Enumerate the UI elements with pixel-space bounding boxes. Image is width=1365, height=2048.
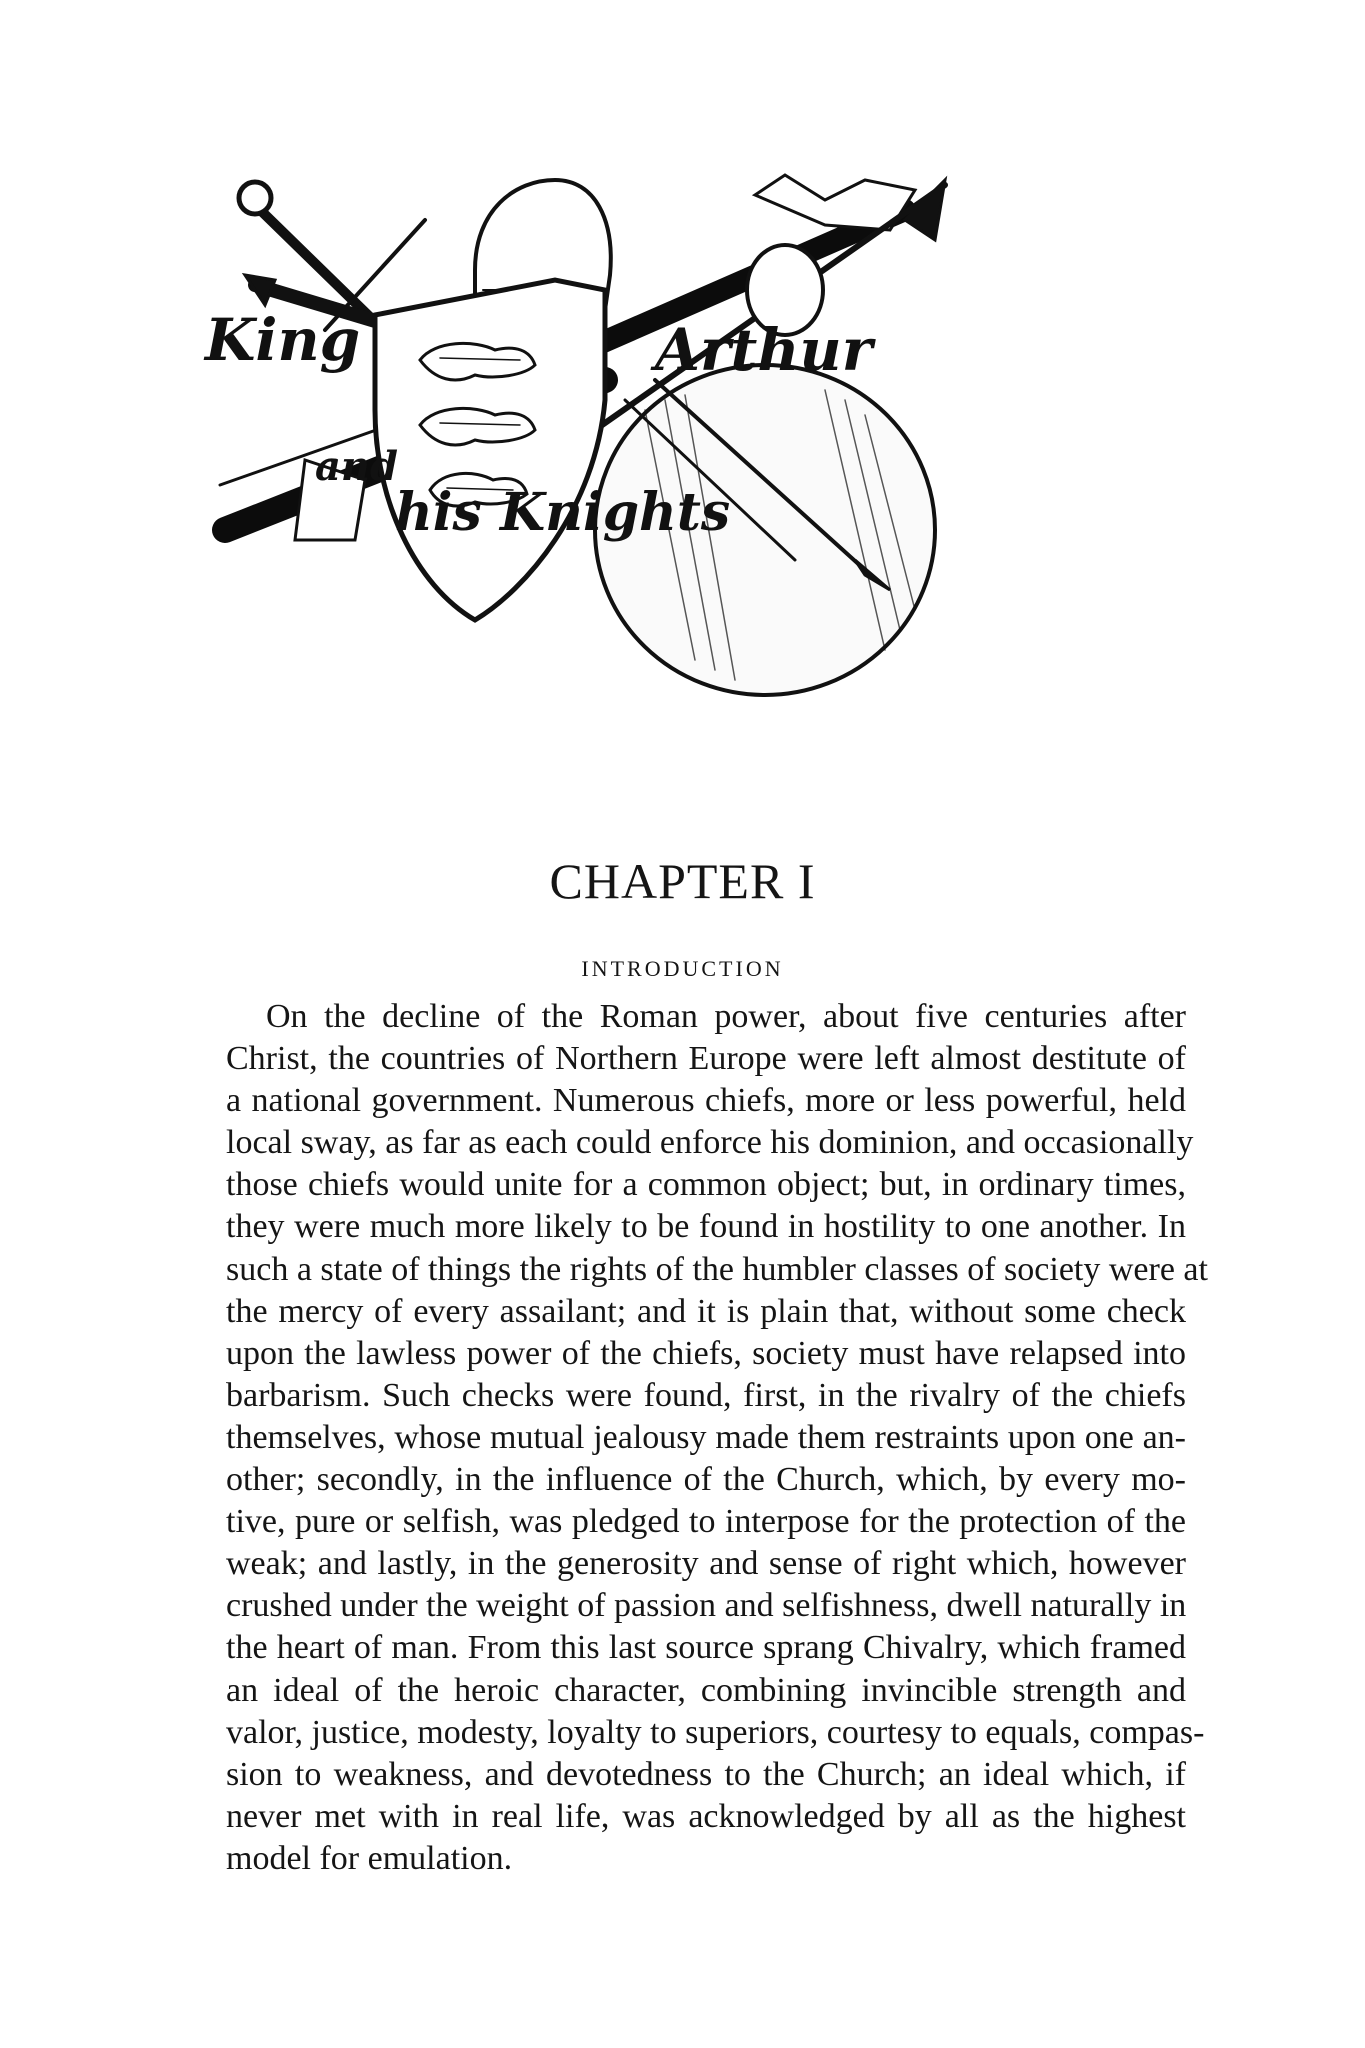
- body-line: barbarism. Such checks were found, first, in the rivalry of the chiefs: [226, 1376, 1186, 1414]
- body-line: themselves, whose mutual jealousy made them restraints upon one an-: [226, 1418, 1186, 1456]
- title-illustration: [205, 180, 1145, 755]
- body-line: crushed under the weight of passion and selfishness, dwell naturally in: [226, 1587, 1187, 1625]
- body-line: those chiefs would unite for a common object; but, in ordinary times,: [226, 1166, 1186, 1204]
- body-line: the heart of man. From this last source sprang Chivalry, which framed: [226, 1629, 1186, 1667]
- body-line: a national government. Numerous chiefs, more or less powerful, held: [226, 1082, 1186, 1120]
- lettering-king: King: [205, 306, 361, 374]
- body-line: sion to weakness, and devotedness to the Church; an ideal which, if: [226, 1755, 1186, 1793]
- chapter-body: [226, 996, 1208, 1880]
- body-line: they were much more likely to be found in hostility to one another. In: [226, 1208, 1186, 1246]
- body-line: valor, justice, modesty, loyalty to superiors, courtesy to equals, compas-: [226, 1713, 1205, 1751]
- body-line: other; secondly, in the influence of the Church, which, by every mo-: [226, 1461, 1186, 1499]
- arms-and-shield-drawing: [205, 180, 1145, 755]
- chapter-subtitle: introduction: [581, 948, 784, 983]
- lettering-his-knights: his Knights: [395, 482, 731, 543]
- chapter-title: CHAPTER I: [549, 853, 816, 909]
- body-line: an ideal of the heroic character, combining invincible strength and: [226, 1671, 1186, 1709]
- body-line: never met with in real life, was acknowledged by all as the highest: [226, 1797, 1186, 1835]
- lettering-and: and: [315, 443, 398, 490]
- body-line: the mercy of every assailant; and it is plain that, without some check: [226, 1292, 1186, 1330]
- body-line: On the decline of the Roman power, about five centuries after: [266, 998, 1186, 1035]
- sword-pommel-icon: [239, 182, 271, 214]
- lettering-arthur: Arthur: [655, 316, 873, 384]
- body-line: upon the lawless power of the chiefs, society must have relapsed into: [226, 1334, 1186, 1372]
- body-line: local sway, as far as each could enforce his dominion, and occasionally: [226, 1124, 1194, 1162]
- heraldic-shield: [375, 280, 605, 620]
- body-line: Christ, the countries of Northern Europe were left almost destitute of: [226, 1040, 1186, 1078]
- body-line: weak; and lastly, in the generosity and sense of right which, however: [226, 1545, 1186, 1583]
- body-line: model for emulation.: [226, 1839, 513, 1877]
- body-line: tive, pure or selfish, was pledged to interpose for the protection of the: [226, 1503, 1186, 1541]
- body-line: such a state of things the rights of the humbler classes of society were at: [226, 1250, 1208, 1288]
